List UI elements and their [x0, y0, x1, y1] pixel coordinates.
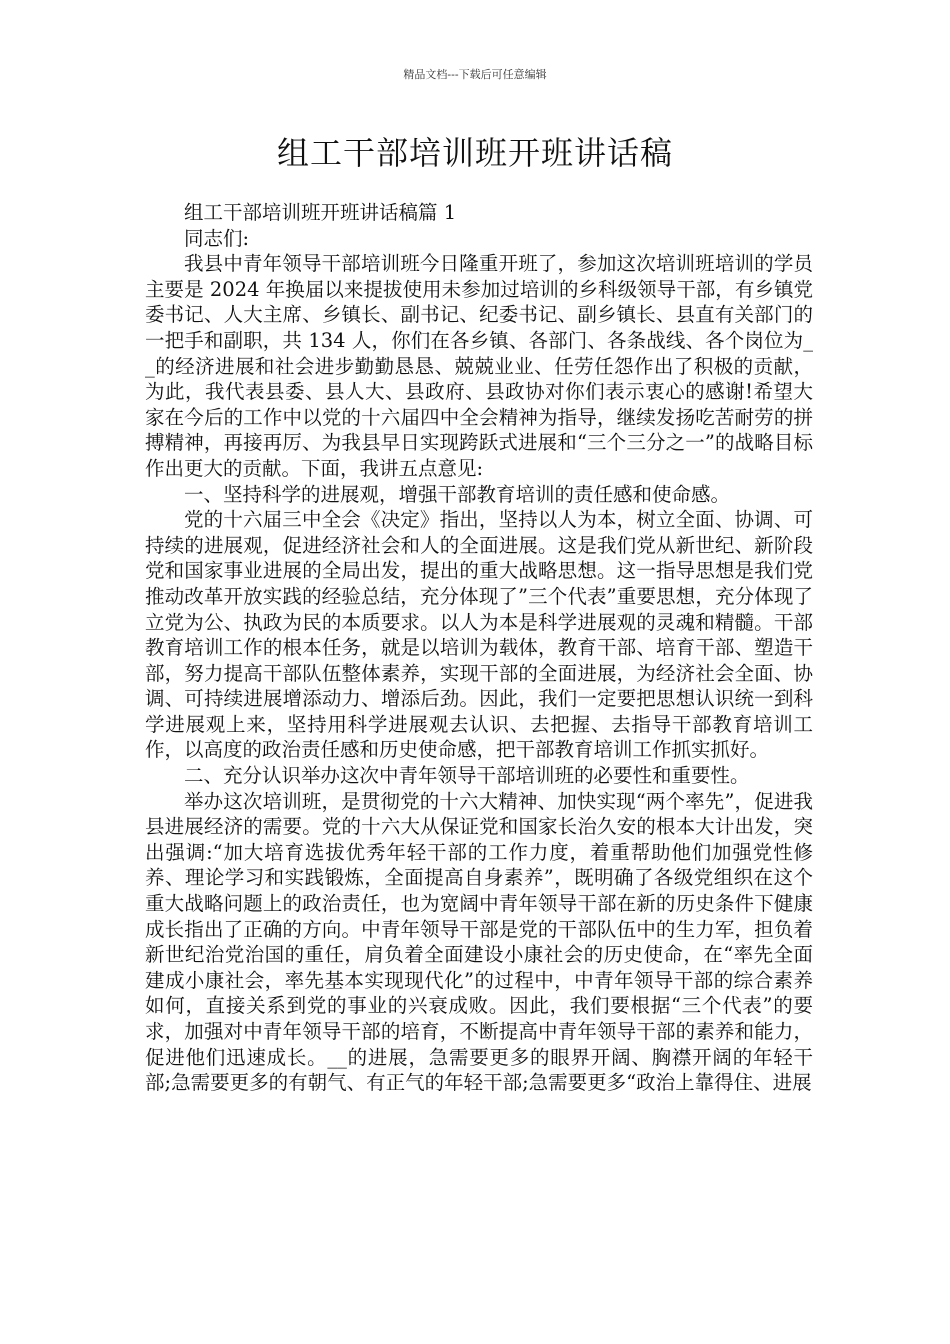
document-title: 组工干部培训班开班讲话稿: [276, 134, 673, 172]
body-paragraph: 举办这次培训班，是贯彻党的十六大精神、加快实现“两个率先”，促进我县进展经济的需要。党的十六大从保证党和国家长治久安的根本大计出发，突出强调:“加大培育选拔优秀年轻干部的工作力度，着重帮助他们加强党性修养、理论学习和实践锻炼，全面提高自身素养”，既明确了各级党组织在这个重大战略问题上的政治责任，也为宽阔中青年领导干部在新的历史条件下健康成长指出了正确的方向。中青年领导干部是党的干部队伍中的生力军，担负着新世纪治党治国的重任，肩负着全面建设小康社会的历史使命，在“率先全面建成小康社会，率先基本实现现代化”的过程中，中青年领导干部的综合素养如何，直接关系到党的事业的兴衰成败。因此，我们要根据“三个代表”的要求，加强对中青年领导干部的培育，不断提高中青年领导干部的素养和能力，促进他们迅速成长。__的进展，急需要更多的眼界开阔、胸襟开阔的年轻干部;急需要更多的有朝气、有正气的年轻干部;急需要更多“政治上靠得住、进展: [145, 789, 813, 1095]
page-header-note: 精品文档---下载后可任意编辑: [403, 68, 547, 81]
salutation: 同志们:: [184, 226, 250, 250]
point-heading-2: 二、充分认识举办这次中青年领导干部培训班的必要性和重要性。: [184, 764, 750, 788]
section-heading: 组工干部培训班开班讲话稿篇 1: [184, 201, 457, 224]
body-paragraph: 党的十六届三中全会《决定》指出，坚持以人为本，树立全面、协调、可持续的进展观，促进经济社会和人的全面进展。这是我们党从新世纪、新阶段党和国家事业进展的全局出发，提出的重大战略思想。这一指导思想是我们党推动改革开放实践的经验总结，充分体现了”三个代表”重要思想，充分体现了立党为公、执政为民的本质要求。以人为本是科学进展观的灵魂和精髓。干部教育培训工作的根本任务，就是以培训为载体，教育干部、培育干部、塑造干部，努力提高干部队伍整体素养，实现干部的全面进展，为经济社会全面、协调、可持续进展增添动力、增添后劲。因此，我们一定要把思想认识统一到科学进展观上来，坚持用科学进展观去认识、去把握、去指导干部教育培训工作，以高度的政治责任感和历史使命感，把干部教育培训工作抓实抓好。: [145, 508, 813, 762]
body-paragraph: 我县中青年领导干部培训班今日隆重开班了，参加这次培训班培训的学员主要是 2024 年换届以来提拔使用未参加过培训的乡科级领导干部，有乡镇党委书记、人大主席、乡镇长、副书记、纪委书记、副乡镇长、县直有关部门的一把手和副职，共 134 人，你们在各乡镇、各部门、各条战线、各个岗位为__的经济进展和社会进步勤勤恳恳、兢兢业业、任劳任怨作出了积极的贡献，为此，我代表县委、县人大、县政府、县政协对你们表示衷心的感谢!希望大家在今后的工作中以党的十六届四中全会精神为指导，继续发扬吃苦耐劳的拼搏精神，再接再厉、为我县早日实现跨跃式进展和“三个三分之一”的战略目标作出更大的贡献。下面，我讲五点意见:: [145, 252, 813, 480]
point-heading-1: 一、坚持科学的进展观，增强干部教育培训的责任感和使命感。: [184, 482, 731, 506]
document-body: [145, 200, 813, 1096]
